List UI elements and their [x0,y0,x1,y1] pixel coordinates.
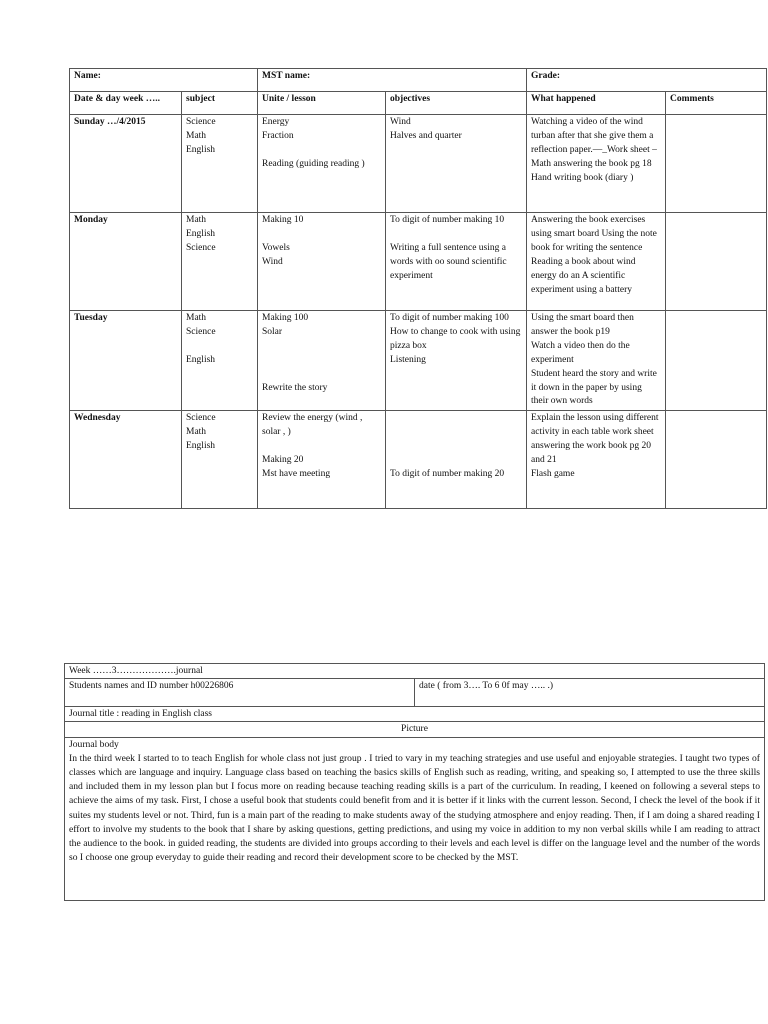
journal-week: Week ……3……………….journal [65,664,765,679]
comments-header: Comments [666,92,767,115]
table-row [70,115,767,213]
unit-cell: Making 100 Solar Rewrite the story [258,311,386,411]
journal-body-label: Journal body [69,738,119,750]
journal-body-row [65,737,765,900]
date-day-header: Date & day week ….. [70,92,182,115]
picture-label: Picture [65,722,765,737]
lesson-schedule-table [69,68,767,509]
journal-body-text: In the third week I started to to teach English for whole class not just group . I tried to vary in my teaching strategies and use useful and enjoyable strategies. I taught two types of classes which are language and inquiry. Language class based on teaching the basics skills of English such as reading, writing, and speaking so, I attempted to use the three skills and included them in my lesson plan but I focus more on reading because teaching reading skills is a part of the curriculum. In reading, I keened on following a several steps to achieve the aims of my task. First, I chose a useful book that students could benefit from and it is better if it links with the current lesson. Second, I check the level of the book if it suites my students level or not. Third, fun is a main part of the reading to make students away of the studying atmosphere and enjoy reading. Then, if I am doing a shared reading I effort to involve my students to the book that I share by asking questions, getting predictions, and using my voice in addition to my non verbal skills while I am reading to attract the audience to the book. in guided reading, the students are divided into groups according to their levels and each level is differ on the language level and the number of the words so I choose one group everyday to guide their reading and record their development score to be checked by the MST. [69,752,760,864]
what-happened-cell: Using the smart board then answer the book p19 Watch a video then do the experiment Student heard the story and write it down in the paper by using their own words [527,311,666,411]
what-happened-cell: Explain the lesson using different activity in each table work sheet answering the work book pg 20 and 21 Flash game [527,411,666,509]
comments-cell [666,411,767,509]
subject-header: subject [182,92,258,115]
what-happened-header: What happened [527,92,666,115]
table-row [70,213,767,311]
what-happened-cell: Watching a video of the wind turban after that she give them a reflection paper.—_Work sheet –Math answering the book pg 18 Hand writing book (diary ) [527,115,666,213]
journal-students-row [65,679,765,707]
day-cell: Sunday …/4/2015 [70,115,182,213]
comments-cell [666,311,767,411]
subjects-cell: Science Math English [182,115,258,213]
unit-cell: Making 10 Vowels Wind [258,213,386,311]
journal-body [65,737,765,900]
comments-cell [666,213,767,311]
schedule-header-row-1 [70,69,767,92]
objectives-cell: To digit of number making 100 How to change to cook with using pizza box Listening [386,311,527,411]
weekly-journal-table [64,663,765,901]
schedule-header-row-2 [70,92,767,115]
subjects-cell: Science Math English [182,411,258,509]
day-cell: Monday [70,213,182,311]
table-row [70,411,767,509]
students-name-id: Students names and ID number h00226806 [65,679,415,707]
journal-title-row [65,707,765,722]
day-cell: Wednesday [70,411,182,509]
objectives-header: objectives [386,92,527,115]
unit-lesson-header: Unite / lesson [258,92,386,115]
journal-picture-row [65,722,765,737]
journal-title: Journal title : reading in English class [65,707,765,722]
mst-name-label: MST name: [258,69,527,92]
journal-date: date ( from 3…. To 6 0f may ….. .) [415,679,765,707]
what-happened-cell: Answering the book exercises using smart board Using the note book for writing the sentence Reading a book about wind energy do an A scientific experiment using a battery [527,213,666,311]
comments-cell [666,115,767,213]
name-label: Name: [70,69,258,92]
table-row [70,311,767,411]
objectives-cell: To digit of number making 10 Writing a full sentence using a words with oo sound scientific experiment [386,213,527,311]
journal-week-row [65,664,765,679]
grade-label: Grade: [527,69,767,92]
unit-cell: Energy Fraction Reading (guiding reading ) [258,115,386,213]
subjects-cell: Math Science English [182,311,258,411]
subjects-cell: Math English Science [182,213,258,311]
objectives-cell: Wind Halves and quarter [386,115,527,213]
unit-cell: Review the energy (wind , solar , ) Making 20 Mst have meeting [258,411,386,509]
day-cell: Tuesday [70,311,182,411]
objectives-cell: To digit of number making 20 [386,411,527,509]
